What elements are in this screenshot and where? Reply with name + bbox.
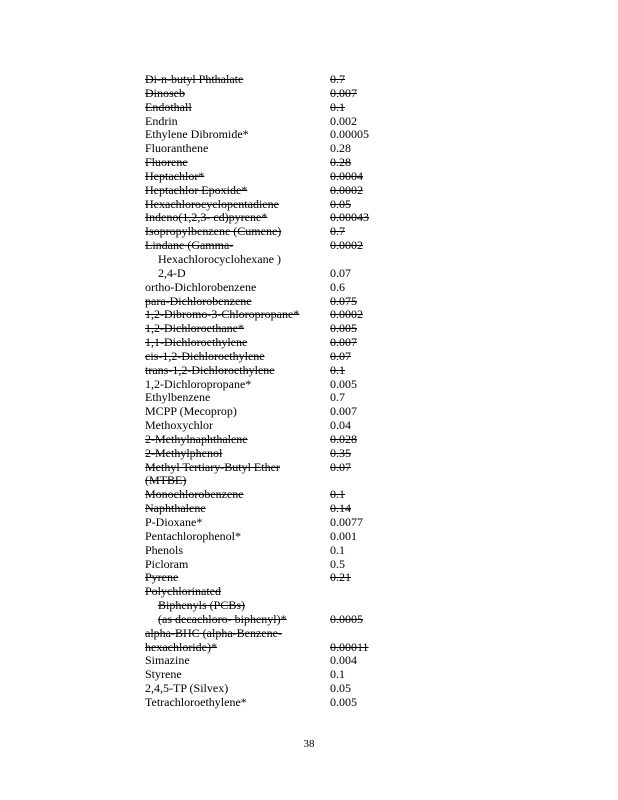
contaminant-value: 0.1 — [330, 99, 345, 114]
table-row — [145, 585, 385, 599]
table-row — [145, 142, 385, 156]
table-row — [145, 474, 385, 488]
contaminant-name: 2,4-D — [158, 265, 186, 280]
contaminant-name: Dinoseb — [145, 85, 185, 100]
table-row — [145, 433, 385, 447]
contaminant-name: trans-1,2-Dichloroethylene — [145, 362, 275, 377]
table-row — [145, 253, 385, 267]
contaminant-name: Monochlorobenzene — [145, 487, 244, 502]
table-row — [145, 405, 385, 419]
contaminant-table — [145, 73, 385, 710]
table-row — [145, 599, 385, 613]
contaminant-value: 0.00011 — [330, 639, 369, 654]
contaminant-name: Hexachlorocyclohexane ) — [158, 251, 281, 266]
contaminant-value: 0.007 — [330, 335, 357, 350]
table-row — [145, 378, 385, 392]
table-row — [145, 87, 385, 101]
table-row — [145, 101, 385, 115]
table-row — [145, 211, 385, 225]
table-row — [145, 696, 385, 710]
contaminant-name: 2,4,5-TP (Silvex) — [145, 681, 229, 696]
contaminant-name: 1,2-Dibromo-3-Chloropropane* — [145, 307, 300, 322]
contaminant-name: Picloram — [145, 556, 189, 571]
contaminant-name: Heptachlor Epoxide* — [145, 182, 248, 197]
contaminant-value: 0.0002 — [330, 307, 363, 322]
table-row — [145, 350, 385, 364]
contaminant-name: 1,2-Dichloroethane* — [145, 321, 244, 336]
contaminant-value: 0.001 — [330, 528, 357, 543]
table-row — [145, 239, 385, 253]
table-row — [145, 682, 385, 696]
contaminant-value: 0.002 — [330, 113, 357, 128]
contaminant-value: 0.004 — [330, 653, 357, 668]
table-row — [145, 308, 385, 322]
contaminant-name: Fluorene — [145, 155, 188, 170]
contaminant-name: 1,2-Dichloropropane* — [145, 376, 252, 391]
contaminant-name: P-Dioxane* — [145, 515, 203, 529]
contaminant-name: ortho-Dichlorobenzene — [145, 279, 257, 294]
contaminant-value: 0.07 — [330, 459, 351, 474]
contaminant-value: 0.05 — [330, 196, 351, 211]
table-row — [145, 488, 385, 502]
table-row — [145, 613, 385, 627]
contaminant-value: 0.007 — [330, 404, 357, 419]
contaminant-value: 0.0002 — [330, 238, 363, 253]
table-row — [145, 295, 385, 309]
table-row — [145, 198, 385, 212]
contaminant-name: para-Dichlorobenzene — [145, 293, 252, 308]
table-row — [145, 364, 385, 378]
contaminant-value: 0.005 — [330, 376, 357, 391]
contaminant-name: Pyrene — [145, 570, 179, 585]
table-row — [145, 156, 385, 170]
contaminant-name: (MTBE) — [145, 473, 187, 488]
contaminant-name: alpha-BHC (alpha-Benzene- — [145, 625, 282, 640]
contaminant-value: 0.0077 — [330, 515, 363, 529]
table-row — [145, 128, 385, 142]
contaminant-name: Ethylbenzene — [145, 390, 211, 405]
contaminant-value: 0.7 — [330, 390, 345, 405]
contaminant-value: 0.28 — [330, 155, 351, 170]
contaminant-name: cis-1,2-Dichloroethylene — [145, 348, 265, 363]
contaminant-value: 0.07 — [330, 348, 351, 363]
table-row — [145, 115, 385, 129]
table-row — [145, 419, 385, 433]
table-row — [145, 73, 385, 87]
table-row — [145, 391, 385, 405]
contaminant-name: 2-Methylnaphthalene — [145, 431, 248, 446]
contaminant-value: 0.21 — [330, 570, 351, 585]
contaminant-name: Methoxychlor — [145, 418, 213, 433]
table-row — [145, 225, 385, 239]
contaminant-name: Hexachlorocyclopentadiene — [145, 196, 279, 211]
contaminant-name: Phenols — [145, 542, 184, 557]
contaminant-value: 0.0005 — [330, 611, 363, 626]
table-row — [145, 654, 385, 668]
contaminant-name: 1,1-Dichloroethylene — [145, 335, 248, 350]
contaminant-value: 0.0002 — [330, 182, 363, 197]
table-row — [145, 530, 385, 544]
contaminant-name: Heptachlor* — [145, 168, 205, 183]
contaminant-value: 0.7 — [330, 224, 345, 239]
table-row — [145, 461, 385, 475]
contaminant-value: 0.7 — [330, 72, 345, 86]
table-row — [145, 668, 385, 682]
contaminant-value: 0.6 — [330, 279, 345, 294]
contaminant-name: Fluoranthene — [145, 141, 209, 156]
table-row — [145, 627, 385, 641]
table-row — [145, 516, 385, 530]
contaminant-value: 0.005 — [330, 321, 357, 336]
contaminant-name: Pentachlorophenol* — [145, 528, 241, 543]
table-row — [145, 170, 385, 184]
contaminant-name: MCPP (Mecoprop) — [145, 404, 237, 419]
contaminant-name: Tetrachloroethylene* — [145, 694, 247, 709]
contaminant-name: Lindane (Gamma- — [145, 238, 234, 253]
contaminant-value: 0.007 — [330, 85, 357, 100]
contaminant-value: 0.1 — [330, 667, 345, 682]
contaminant-name: Ethylene Dibromide* — [145, 127, 249, 142]
table-row — [145, 544, 385, 558]
contaminant-value: 0.28 — [330, 141, 351, 156]
contaminant-name: Biphenyls (PCBs) — [158, 598, 246, 613]
table-row — [145, 447, 385, 461]
contaminant-name: Endothall — [145, 99, 192, 114]
table-row — [145, 571, 385, 585]
table-row — [145, 336, 385, 350]
contaminant-name: Simazine — [145, 653, 190, 668]
page-number: 38 — [303, 738, 315, 750]
contaminant-name: 2-Methylphenol — [145, 445, 223, 460]
contaminant-value: 0.1 — [330, 362, 345, 377]
contaminant-name: Isopropylbenzene (Cumene) — [145, 224, 282, 239]
contaminant-value: 0.028 — [330, 431, 357, 446]
contaminant-name: (as decachloro- biphenyl)* — [158, 611, 287, 626]
table-row — [145, 502, 385, 516]
contaminant-value: 0.5 — [330, 556, 345, 571]
contaminant-value: 0.14 — [330, 501, 351, 516]
contaminant-name: Polychlorinated — [145, 584, 221, 599]
table-row — [145, 641, 385, 655]
contaminant-value: 0.075 — [330, 293, 357, 308]
contaminant-name: Styrene — [145, 667, 182, 682]
contaminant-name: Naphthalene — [145, 501, 206, 516]
contaminant-value: 0.05 — [330, 681, 351, 696]
contaminant-value: 0.005 — [330, 694, 357, 709]
contaminant-value: 0.04 — [330, 418, 351, 433]
contaminant-name: Di-n-butyl Phthalate — [145, 72, 244, 86]
contaminant-value: 0.00043 — [330, 210, 369, 225]
contaminant-name: Methyl Tertiary-Butyl Ether — [145, 459, 280, 474]
contaminant-value: 0.07 — [330, 265, 351, 280]
contaminant-name: Endrin — [145, 113, 178, 128]
table-row — [145, 267, 385, 281]
table-row — [145, 558, 385, 572]
contaminant-name: Indeno(1,2,3- cd)pyrene* — [145, 210, 268, 225]
contaminant-value: 0.1 — [330, 487, 345, 502]
contaminant-value: 0.00005 — [330, 127, 369, 142]
table-row — [145, 322, 385, 336]
contaminant-value: 0.1 — [330, 542, 345, 557]
contaminant-value: 0.0004 — [330, 168, 363, 183]
contaminant-value: 0.35 — [330, 445, 351, 460]
table-row — [145, 281, 385, 295]
table-row — [145, 184, 385, 198]
contaminant-name: hexachloride)* — [145, 639, 217, 654]
